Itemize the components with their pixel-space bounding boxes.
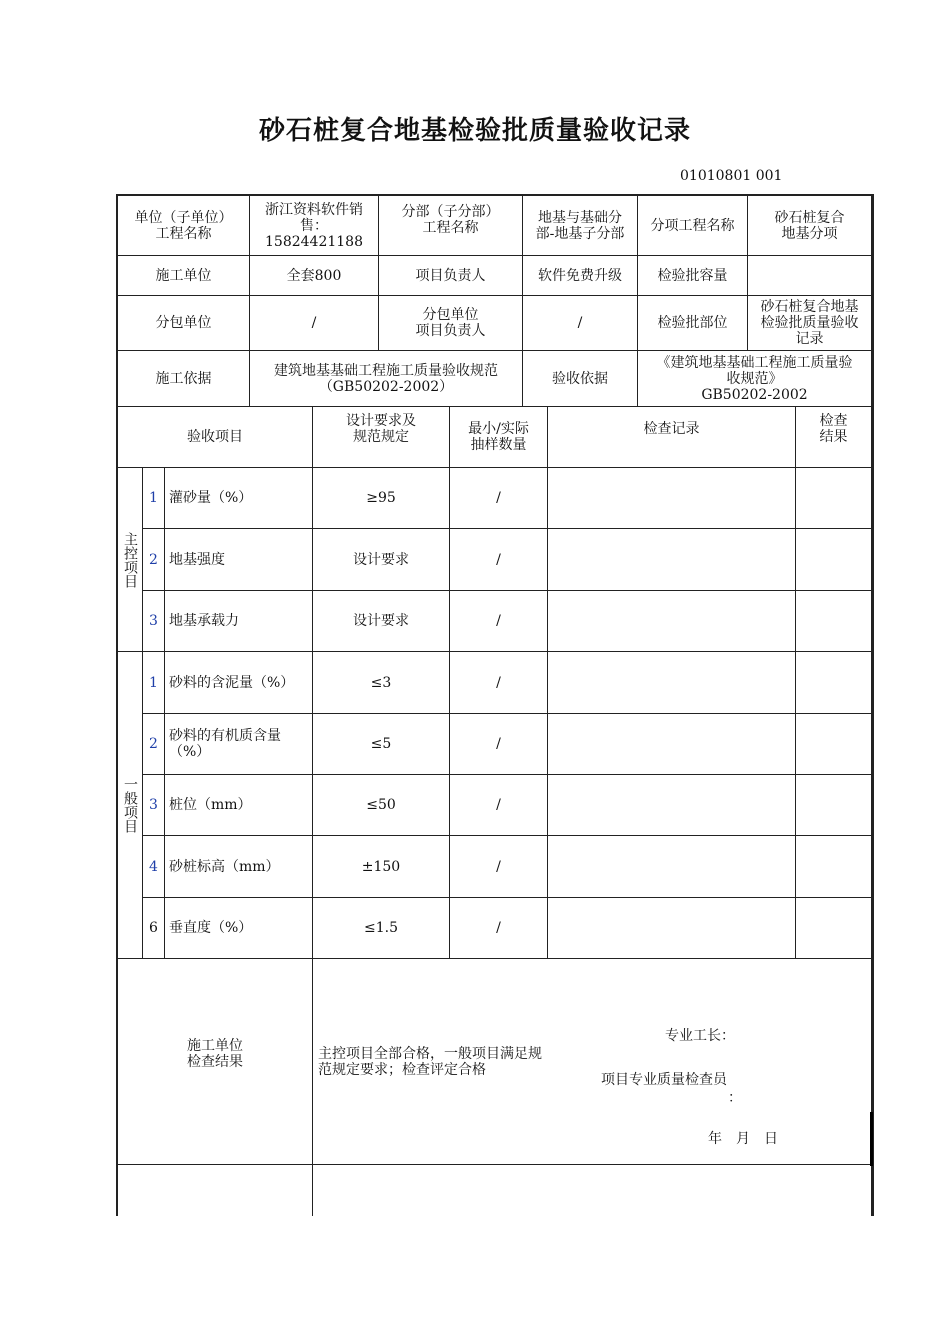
col-result: 检查 结果: [796, 407, 872, 468]
general-item-spec: ≤1.5: [313, 898, 450, 959]
main-item-spec: 设计要求: [313, 591, 450, 652]
supervision-label: [118, 1165, 313, 1216]
general-item-record: [548, 714, 796, 775]
basis-value: 建筑地基基础工程施工质量验收规范 （GB50202-2002）: [250, 351, 523, 407]
inspection-conclusion: 主控项目全部合格，一般项目满足规 范规定要求；检查评定合格: [318, 1046, 542, 1078]
main-item-name: 地基强度: [165, 529, 313, 591]
main-item-spec: 设计要求: [313, 529, 450, 591]
sub-pm-label: 分包单位 项目负责人: [379, 296, 523, 351]
general-item-result: [796, 714, 872, 775]
general-item-no: 1: [143, 652, 165, 714]
main-item-result: [796, 591, 872, 652]
general-item-sample: /: [450, 714, 548, 775]
general-item-result: [796, 836, 872, 898]
part-label: 检验批部位: [638, 296, 748, 351]
main-item-record: [548, 529, 796, 591]
general-item-no: 6: [143, 898, 165, 959]
main-item-no: 2: [143, 529, 165, 591]
general-item-record: [548, 836, 796, 898]
contractor-label: 施工单位: [118, 256, 250, 296]
sub-value: /: [250, 296, 379, 351]
general-item-spec: ≤50: [313, 775, 450, 836]
general-item-sample: /: [450, 775, 548, 836]
accept-value: 《建筑地基基础工程施工质量验 收规范》 GB50202-2002: [638, 351, 872, 407]
main-item-sample: /: [450, 591, 548, 652]
page-title: 砂石桩复合地基检验批质量验收记录: [258, 116, 691, 146]
main-item-spec: ≥95: [313, 468, 450, 529]
col-sample: 最小/实际 抽样数量: [450, 407, 548, 468]
capacity-value: [748, 256, 872, 296]
col-spec: 设计要求及 规范规定: [313, 407, 450, 468]
general-item-name: 砂料的含泥量（%）: [165, 652, 313, 714]
main-item-no: 1: [143, 468, 165, 529]
general-item-result: [796, 775, 872, 836]
supervision-cell: [313, 1165, 872, 1216]
inspector-label: 项目专业质量检查员: [601, 1072, 727, 1088]
form-code: 01010801 001: [680, 168, 783, 184]
division-value: 地基与基础分 部-地基子分部: [523, 196, 638, 256]
main-item-result: [796, 529, 872, 591]
general-item-record: [548, 652, 796, 714]
general-item-sample: /: [450, 836, 548, 898]
main-item-record: [548, 468, 796, 529]
inspection-label: 施工单位 检查结果: [118, 959, 313, 1165]
part-value: 砂石桩复合地基 检验批质量验收 记录: [748, 296, 872, 351]
main-item-record: [548, 591, 796, 652]
table-border-accent: [870, 1112, 873, 1166]
pm-value: 软件免费升级: [523, 256, 638, 296]
main-group-label: 主控项目: [118, 468, 143, 652]
col-item: 验收项目: [118, 407, 313, 468]
accept-label: 验收依据: [523, 351, 638, 407]
basis-label: 施工依据: [118, 351, 250, 407]
pm-label: 项目负责人: [379, 256, 523, 296]
unit-value: 浙江资料软件销 售：15824421188: [250, 196, 379, 256]
general-item-spec: ≤5: [313, 714, 450, 775]
unit-label: 单位（子单位） 工程名称: [118, 196, 250, 256]
general-item-no: 2: [143, 714, 165, 775]
main-item-name: 灌砂量（%）: [165, 468, 313, 529]
subitem-value: 砂石桩复合 地基分项: [748, 196, 872, 256]
general-item-record: [548, 898, 796, 959]
inspector-colon: ：: [728, 1090, 742, 1106]
foreman-label: 专业工长：: [665, 1028, 735, 1044]
main-item-result: [796, 468, 872, 529]
general-item-name: 桩位（mm）: [165, 775, 313, 836]
general-group-label: 一般项目: [118, 652, 143, 959]
general-item-sample: /: [450, 652, 548, 714]
general-item-no: 4: [143, 836, 165, 898]
general-item-result: [796, 898, 872, 959]
general-item-name: 砂料的有机质含量 （%）: [165, 714, 313, 775]
general-item-spec: ±150: [313, 836, 450, 898]
main-item-name: 地基承载力: [165, 591, 313, 652]
subitem-label: 分项工程名称: [638, 196, 748, 256]
general-item-sample: /: [450, 898, 548, 959]
col-record: 检查记录: [548, 407, 796, 468]
division-label: 分部（子分部） 工程名称: [379, 196, 523, 256]
general-item-result: [796, 652, 872, 714]
contractor-value: 全套800: [250, 256, 379, 296]
main-item-sample: /: [450, 529, 548, 591]
general-item-name: 砂桩标高（mm）: [165, 836, 313, 898]
sub-label: 分包单位: [118, 296, 250, 351]
sub-pm-value: /: [523, 296, 638, 351]
main-item-sample: /: [450, 468, 548, 529]
general-item-spec: ≤3: [313, 652, 450, 714]
general-item-record: [548, 775, 796, 836]
capacity-label: 检验批容量: [638, 256, 748, 296]
general-item-no: 3: [143, 775, 165, 836]
main-item-no: 3: [143, 591, 165, 652]
inspection-date: 年 月 日: [708, 1131, 778, 1147]
general-item-name: 垂直度（%）: [165, 898, 313, 959]
